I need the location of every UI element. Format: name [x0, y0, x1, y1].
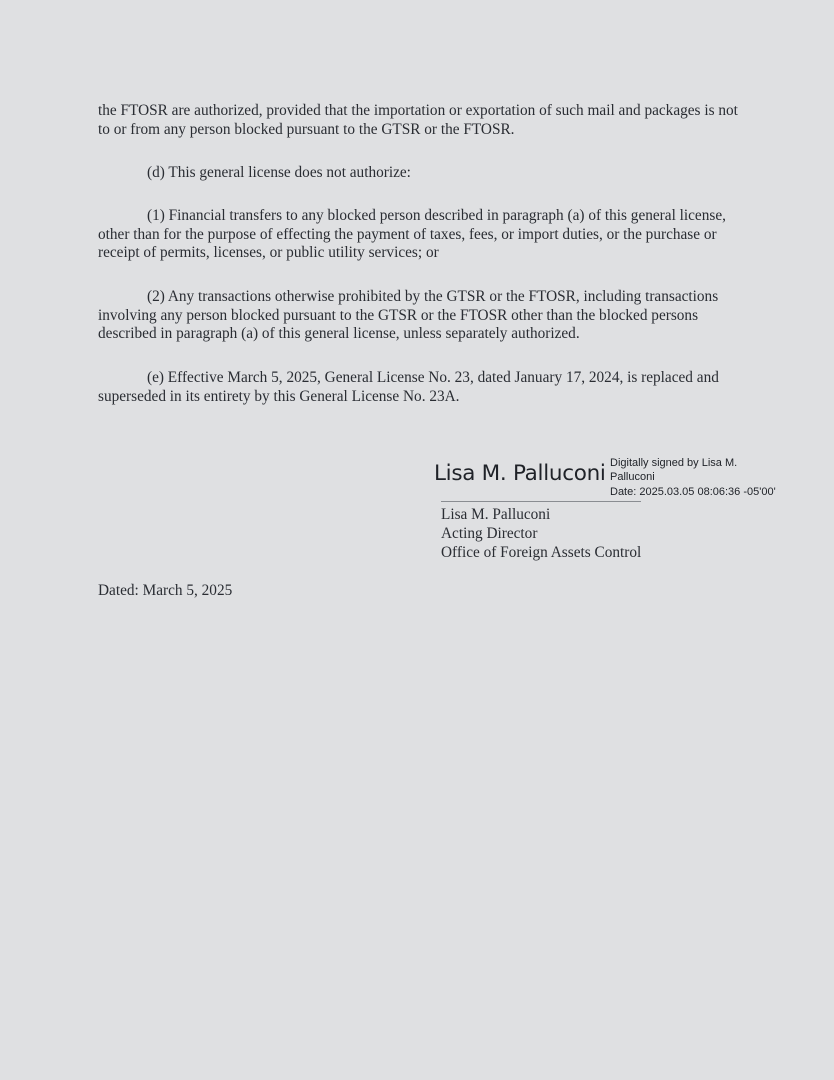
paragraph-e: (e) Effective March 5, 2025, General License No. 23, dated January 17, 2024, is replaced and superseded in its entirety by this General License No. 23A. — [98, 369, 719, 405]
dated-line: Dated: March 5, 2025 — [98, 582, 233, 599]
paragraph-d2: (2) Any transactions otherwise prohibited by the GTSR or the FTOSR, including transactions involving any person blocked pursuant to the GTSR or the FTOSR other than the blocked persons described in paragraph (a) of this general license, unless separately authorized. — [98, 288, 719, 343]
signer-name: Lisa M. Palluconi — [441, 506, 551, 523]
signature-meta-line: Digitally signed by Lisa M. — [610, 457, 738, 469]
signature-line — [441, 501, 641, 502]
paragraph-continuation: the FTOSR are authorized, provided that the importation or exportation of such mail and packages is not to or from any person blocked pursuant to the GTSR or the FTOSR. — [98, 102, 738, 138]
digital-signature-name[interactable]: Lisa M. Palluconi — [434, 461, 606, 486]
signature-meta-date: Date: 2025.03.05 08:06:36 -05'00' — [610, 485, 776, 498]
signer-block — [441, 506, 641, 562]
paragraph-d1: (1) Financial transfers to any blocked person described in paragraph (a) of this general license, other than for the purpose of effecting the payment of taxes, fees, or import duties, or the purchase or receipt of permits, licenses, or public utility services; or — [98, 207, 726, 262]
paragraph-d: (d) This general license does not authorize: — [147, 164, 411, 181]
signer-office: Office of Foreign Assets Control — [441, 543, 642, 561]
signer-title: Acting Director — [441, 524, 538, 542]
digital-signature-details — [610, 456, 820, 499]
signature-meta-line: Palluconi — [610, 471, 655, 484]
